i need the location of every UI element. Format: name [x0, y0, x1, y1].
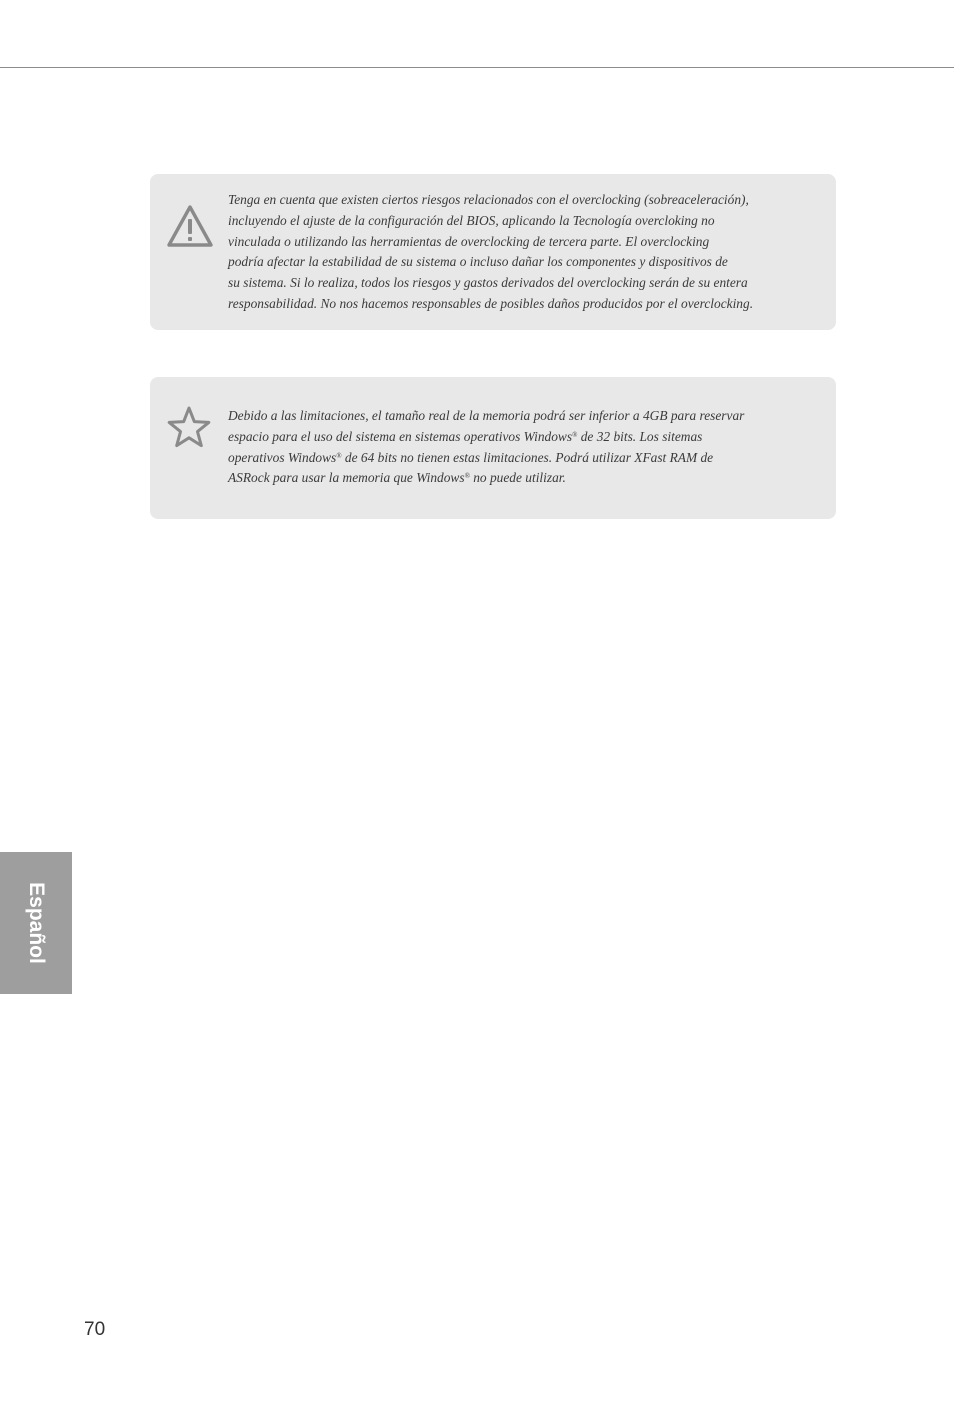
language-side-tab: [0, 852, 72, 994]
caution-note-text: [228, 190, 798, 315]
registered-mark: ®: [336, 451, 342, 460]
star-outline-icon: [166, 405, 212, 449]
registered-mark: ®: [464, 472, 470, 481]
tip-note-text: [228, 406, 798, 489]
tip-note-segment: operativos Windows: [228, 449, 337, 465]
tip-note-segment: de 32 bits. Los sitemas: [577, 428, 703, 444]
caution-note: [150, 174, 836, 330]
tip-note-segment: espacio para el uso del sistema en sistemas operativos Windows: [228, 428, 573, 444]
tip-note-line: [228, 427, 798, 448]
caution-note-line: Tenga en cuenta que existen ciertos riesgos relacionados con el overclocking (sobreaceleración),: [228, 192, 749, 207]
registered-mark: ®: [572, 430, 578, 439]
page-number: 70: [84, 1319, 106, 1340]
tip-note-line: [228, 468, 798, 489]
warning-triangle-icon: [166, 204, 214, 248]
caution-note-line: incluyendo el ajuste de la configuración del BIOS, aplicando la Tecnología overcloking no: [228, 212, 715, 228]
language-tab-label: Español: [25, 882, 48, 964]
caution-note-line: podría afectar la estabilidad de su sistema o incluso dañar los componentes y dispositivos de: [228, 254, 728, 270]
tip-note-segment: no puede utilizar.: [469, 470, 566, 486]
tip-note-segment: Debido a las limitaciones, el tamaño real de la memoria podrá ser inferior a 4GB para reservar: [228, 408, 745, 423]
tip-note: [150, 377, 836, 519]
caution-note-line: responsabilidad. No nos hacemos responsables de posibles daños producidos por el overclocking.: [228, 295, 754, 311]
caution-note-line: su sistema. Si lo realiza, todos los riesgos y gastos derivados del overclocking serán de su entera: [228, 275, 748, 291]
tip-note-line: [228, 406, 798, 427]
tip-note-line: [228, 448, 798, 469]
caution-note-line: vinculada o utilizando las herramientas de overclocking de tercera parte. El overclocking: [228, 233, 710, 249]
tip-note-segment: de 64 bits no tienen estas limitaciones. Podrá utilizar XFast RAM de: [341, 449, 714, 465]
header-rule: [0, 67, 954, 68]
tip-note-segment: ASRock para usar la memoria que Windows: [228, 470, 465, 486]
